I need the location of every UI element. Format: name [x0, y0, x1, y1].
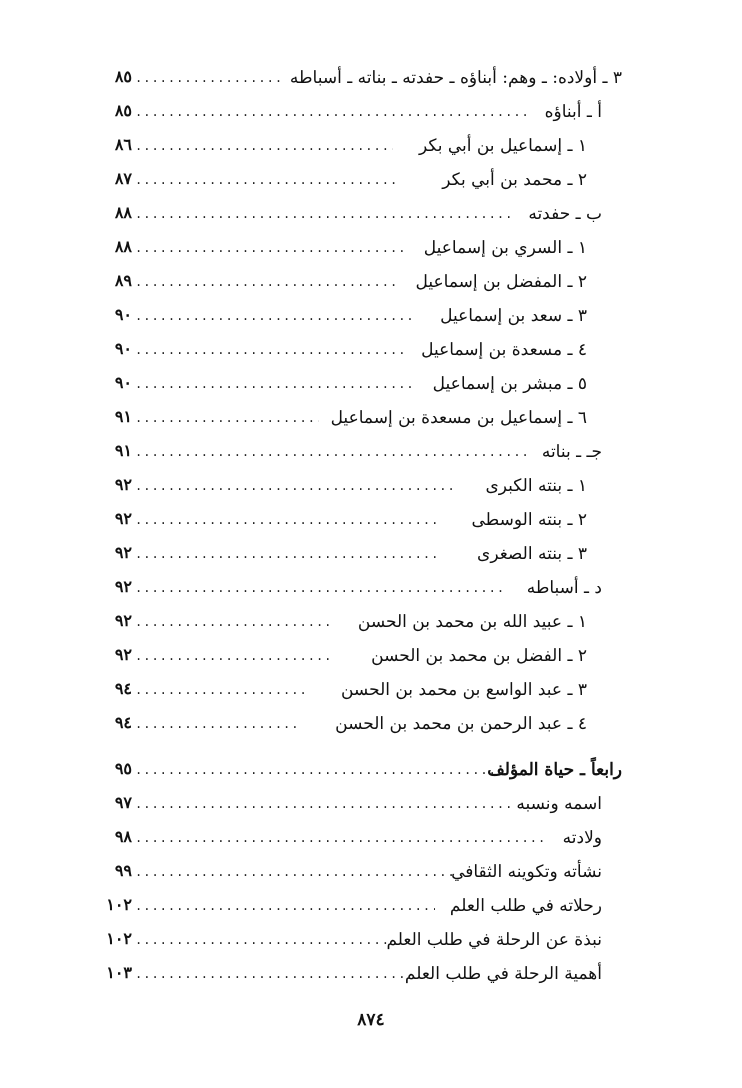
toc-entry: [0, 642, 742, 672]
toc-entry-title: ٢ ـ المفضل بن إسماعيل: [415, 272, 587, 292]
toc-entry-title: ٣ ـ سعد بن إسماعيل: [440, 306, 587, 326]
toc-entry: [0, 268, 742, 298]
toc-entry-title: ١ ـ بنته الكبرى: [485, 476, 587, 496]
toc-entry-page: ٩٢: [114, 645, 132, 664]
toc-entry-page: ٨٧: [114, 169, 132, 188]
toc-entry: [0, 858, 742, 888]
toc-entry: [0, 438, 742, 468]
toc-entry: [0, 960, 742, 990]
toc-entry-page: ٨٥: [114, 101, 132, 120]
toc-entry: [0, 336, 742, 366]
toc-entry-page: ٩٢: [114, 543, 132, 562]
toc-entry-title: جـ ـ بناته: [541, 442, 602, 462]
toc-entry-title: ١ ـ عبيد الله بن محمد بن الحسن: [357, 612, 587, 632]
toc-entry-page: ٩٢: [114, 475, 132, 494]
dot-leader: [135, 676, 307, 704]
toc-entry-title: اسمه ونسبه: [516, 794, 602, 814]
toc-entry-page: ٩٠: [114, 339, 132, 358]
dot-leader: [135, 858, 455, 886]
dot-leader: [135, 608, 331, 636]
toc-entry-title: ٣ ـ بنته الصغرى: [477, 544, 587, 564]
toc-entry-title: د ـ أسباطه: [526, 578, 602, 598]
toc-entry-title: ٢ ـ بنته الوسطى: [471, 510, 587, 530]
dot-leader: [135, 574, 507, 602]
toc-entry-page: ٩٨: [114, 827, 132, 846]
dot-leader: [135, 200, 511, 228]
dot-leader: [135, 960, 405, 988]
toc-entry: [0, 676, 742, 706]
toc-entry: [0, 790, 742, 820]
toc-entry-title: ٢ ـ محمد بن أبي بكر: [442, 170, 587, 190]
toc-entry: [0, 302, 742, 332]
dot-leader: [135, 756, 507, 784]
toc-entry: [0, 574, 742, 604]
dot-leader: [135, 132, 393, 160]
dot-leader: [135, 472, 455, 500]
toc-entry-title: أ ـ أبناؤه: [544, 102, 602, 122]
toc-entry-title: نبذة عن الرحلة في طلب العلم: [386, 930, 602, 950]
dot-leader: [135, 926, 387, 954]
toc-entry-title: ٤ ـ مسعدة بن إسماعيل: [421, 340, 587, 360]
dot-leader: [135, 506, 441, 534]
toc-entry: [0, 472, 742, 502]
toc-entry-title: ب ـ حفدته: [528, 204, 602, 224]
dot-leader: [135, 64, 283, 92]
dot-leader: [135, 438, 531, 466]
dot-leader: [135, 642, 335, 670]
dot-leader: [135, 710, 301, 738]
toc-entry-title: ٣ ـ أولاده: ـ وهم: أبناؤه ـ حفدته ـ بناته ـ أسباطه: [289, 68, 622, 88]
toc-entry-page: ٨٦: [114, 135, 132, 154]
toc-entry-page: ٩٥: [114, 759, 132, 778]
toc-entry: [0, 166, 742, 196]
toc-entry-page: ١٠٣: [106, 963, 132, 982]
dot-leader: [135, 824, 549, 852]
toc-entry-title: أهمية الرحلة في طلب العلم: [404, 964, 602, 984]
toc-entry-title: رحلاته في طلب العلم: [449, 896, 602, 916]
toc-entry-title: نشأته وتكوينه الثقافي: [451, 862, 602, 882]
dot-leader: [135, 540, 441, 568]
toc-entry: [0, 710, 742, 740]
toc-entry: [0, 98, 742, 128]
toc-entry-title: ٣ ـ عبد الواسع بن محمد بن الحسن: [340, 680, 587, 700]
toc-entry-page: ٨٥: [114, 67, 132, 86]
dot-leader: [135, 404, 319, 432]
toc-entry-page: ٨٨: [114, 203, 132, 222]
toc-entry-page: ٩٧: [114, 793, 132, 812]
toc-entry: [0, 608, 742, 638]
toc-entry-page: ٩٩: [114, 861, 132, 880]
toc-entry-page: ٩١: [114, 407, 132, 426]
dot-leader: [135, 336, 403, 364]
toc-entry: [0, 926, 742, 956]
toc-entry-page: ٨٨: [114, 237, 132, 256]
toc-entry-page: ٩٤: [114, 679, 132, 698]
dot-leader: [135, 790, 511, 818]
toc-entry: [0, 200, 742, 230]
toc-entry: [0, 824, 742, 854]
page-number: ٨٧٤: [357, 1010, 385, 1030]
toc-entry-title: رابعاً ـ حياة المؤلف: [487, 760, 622, 780]
toc-entry-page: ٩٠: [114, 305, 132, 324]
toc-entry-title: ٦ ـ إسماعيل بن مسعدة بن إسماعيل: [330, 408, 587, 428]
toc-entry: [0, 506, 742, 536]
dot-leader: [135, 98, 527, 126]
toc-entry-page: ٩٢: [114, 577, 132, 596]
toc-entry: [0, 892, 742, 922]
toc-entry-page: ١٠٢: [106, 895, 132, 914]
toc-entry-page: ٩٠: [114, 373, 132, 392]
dot-leader: [135, 268, 397, 296]
toc-entry-title: ١ ـ السري بن إسماعيل: [423, 238, 587, 258]
dot-leader: [135, 302, 417, 330]
dot-leader: [135, 166, 397, 194]
dot-leader: [135, 892, 435, 920]
toc-entry-page: ٩١: [114, 441, 132, 460]
toc-entry-title: ٢ ـ الفضل بن محمد بن الحسن: [371, 646, 587, 666]
toc-entry-title: ٤ ـ عبد الرحمن بن محمد بن الحسن: [335, 714, 587, 734]
toc-entry-page: ١٠٢: [106, 929, 132, 948]
dot-leader: [135, 234, 403, 262]
toc-entry: [0, 64, 742, 94]
toc-entry: [0, 132, 742, 162]
toc-entry-page: ٨٩: [114, 271, 132, 290]
toc-entry-title: ولادته: [562, 828, 602, 848]
toc-entry: [0, 370, 742, 400]
dot-leader: [135, 370, 415, 398]
toc-entry: [0, 404, 742, 434]
toc-section-entry: [0, 756, 742, 786]
toc-entry-page: ٩٢: [114, 611, 132, 630]
toc-entry-title: ٥ ـ مبشر بن إسماعيل: [432, 374, 587, 394]
toc-entry: [0, 540, 742, 570]
toc-entry-page: ٩٢: [114, 509, 132, 528]
toc-entry-page: ٩٤: [114, 713, 132, 732]
toc-entry-title: ١ ـ إسماعيل بن أبي بكر: [418, 136, 587, 156]
toc-entry: [0, 234, 742, 264]
